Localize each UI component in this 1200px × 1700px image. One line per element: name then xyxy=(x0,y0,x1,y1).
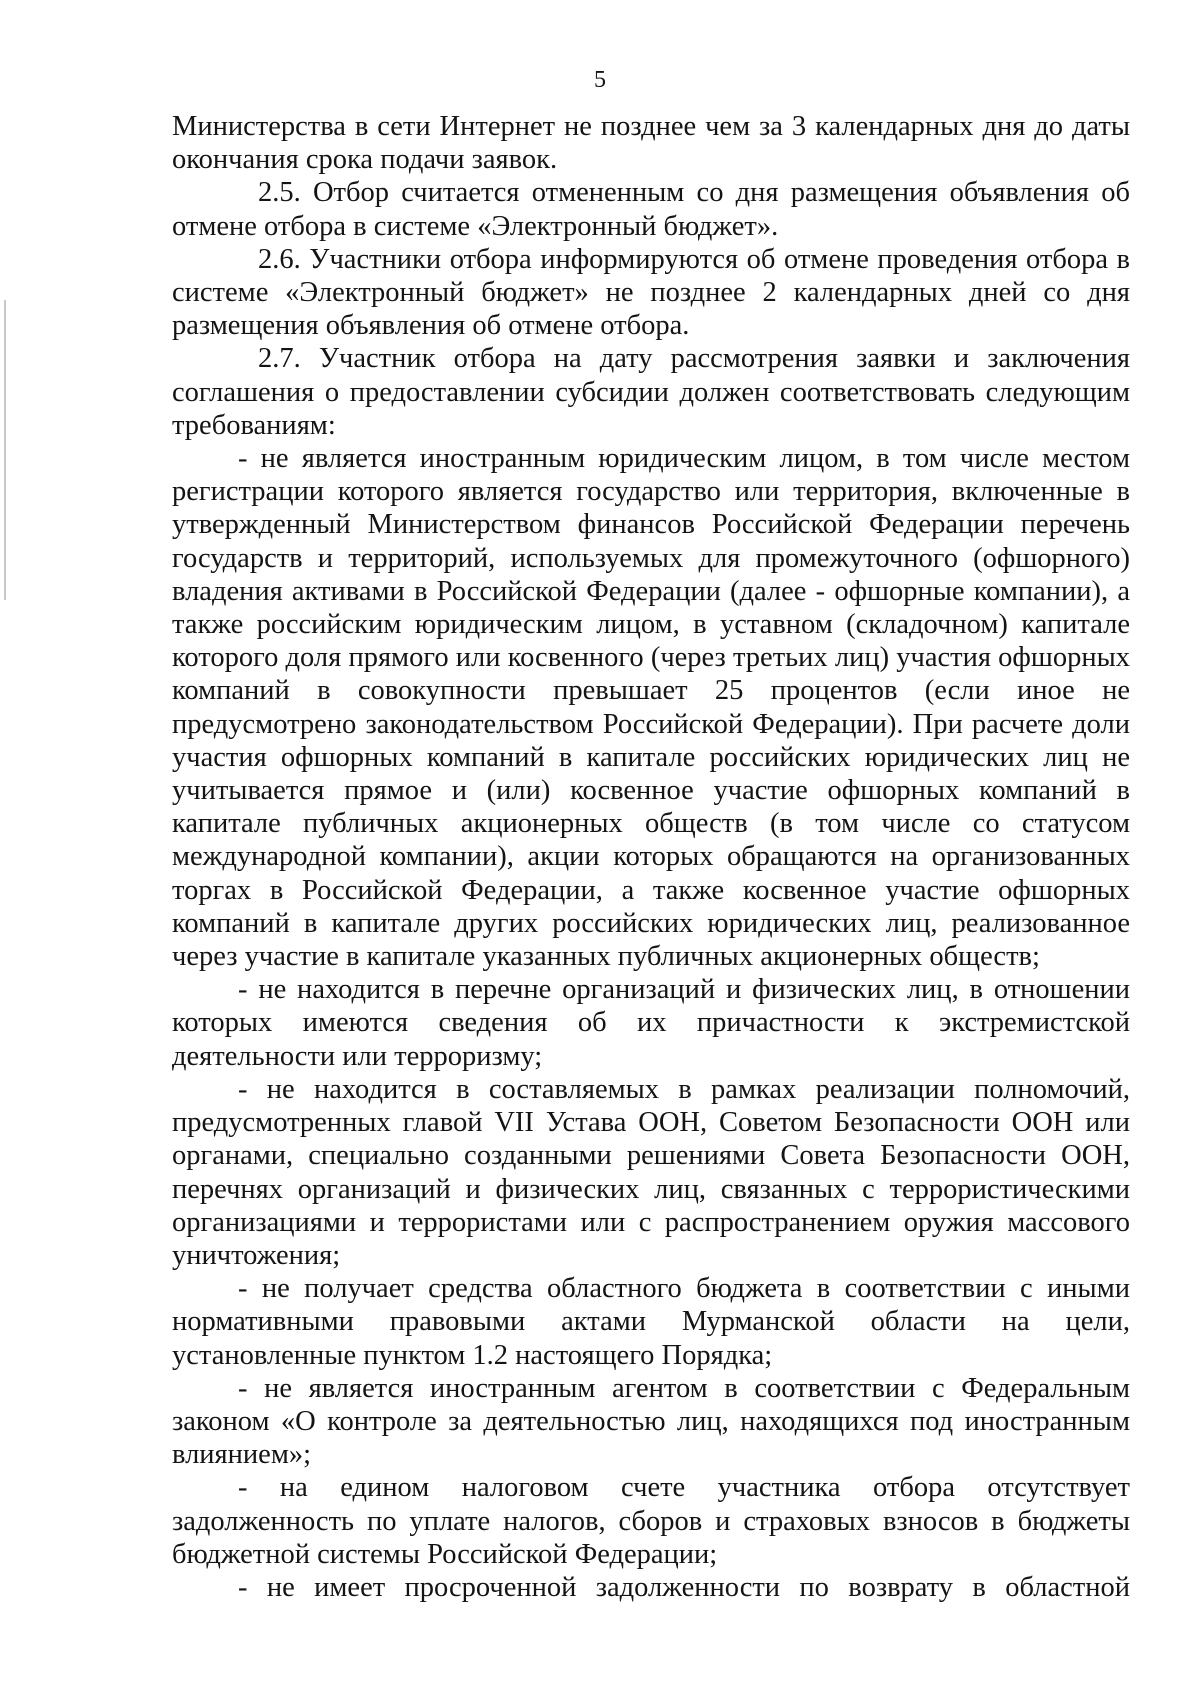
requirement-item-offshore: - не является иностранным юридическим лицом, в том числе местом регистрации которого является государство или территория, включенные в утвержденный Министерством финансов Российской Федерации перечень государств и территорий, используемых для промежуточного (офшорного) владения активами в Российской Федерации (далее - офшорные компании), а также российским юридическим лицом, в уставном (складочном) капитале которого доля прямого или косвенного (через третьих лиц) участия офшорных компаний в совокупности превышает 25 процентов (если иное не предусмотрено законодательством Российской Федерации). При расчете доли участия офшорных компаний в капитале российских юридических лиц не учитывается прямое и (или) косвенное участие офшорных компаний в капитале публичных акционерных обществ (в том числе со статусом международной компании), акции которых обращаются на организованных торгах в Российской Федерации, а также косвенное участие офшорных компаний в капитале других российских юридических лиц, реализованное через участие в капитале указанных публичных акционерных обществ; xyxy=(172,443,1130,973)
requirement-item-un-lists: - не находится в составляемых в рамках реализации полномочий, предусмотренных главой VII Устава ООН, Советом Безопасности ООН или органами, специально созданными решениями Совета Безопасности ООН, перечнях организаций и физических лиц, связанных с террористическими организациями и террористами или с распространением оружия массового уничтожения; xyxy=(172,1073,1130,1271)
requirement-item-tax-debt: - на едином налоговом счете участника отбора отсутствует задолженность по уплате налогов, сборов и страховых взносов в бюджеты бюджетной системы Российской Федерации; xyxy=(172,1472,1130,1570)
document-body xyxy=(172,110,1130,1604)
requirement-item-overdue-debt: - не имеет просроченной задолженности по возврату в областной xyxy=(238,1571,1130,1603)
paragraph-2-6: 2.6. Участники отбора информируются об отмене проведения отбора в системе «Электронный бюджет» не позднее 2 календарных дней со дня размещения объявления об отмене отбора. xyxy=(172,243,1130,342)
paragraph-2-7: 2.7. Участник отбора на дату рассмотрения заявки и заключения соглашения о предоставлении субсидии должен соответствовать следующим требованиям: xyxy=(172,343,1130,441)
requirement-item-foreign-agent: - не является иностранным агентом в соответствии с Федеральным законом «О контроле за деятельностью лиц, находящихся под иностранным влиянием»; xyxy=(172,1372,1130,1471)
requirement-item-budget-funds: - не получает средства областного бюджета в соответствии с иными нормативными правовыми актами Мурманской области на цели, установленные пунктом 1.2 настоящего Порядка; xyxy=(172,1273,1130,1371)
page-number: 5 xyxy=(594,67,606,93)
paragraph-2-5: 2.5. Отбор считается отмененным со дня размещения объявления об отмене отбора в системе «Электронный бюджет». xyxy=(172,177,1130,242)
requirement-item-extremism: - не находится в перечне организаций и физических лиц, в отношении которых имеются сведения об их причастности к экстремистской деятельности или терроризму; xyxy=(172,974,1130,1072)
scan-edge-mark xyxy=(4,300,6,600)
paragraph-continuation: Министерства в сети Интернет не позднее чем за 3 календарных дня до даты окончания срока подачи заявок. xyxy=(172,111,1130,176)
